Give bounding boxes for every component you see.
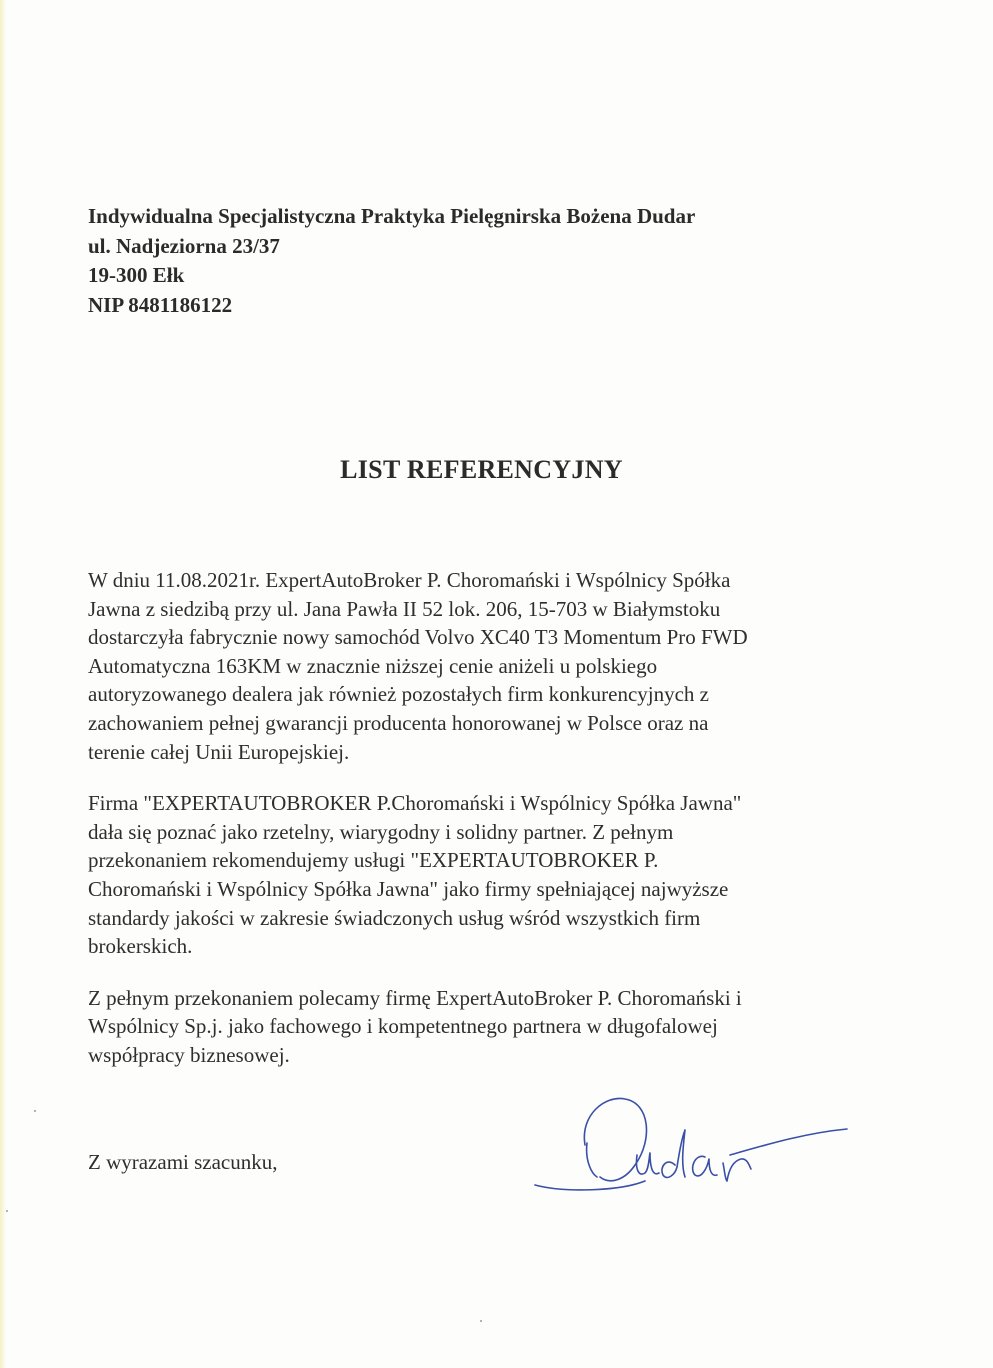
- paragraph-line: dostarczyła fabrycznie nowy samochód Volvo XC40 T3 Momentum Pro FWD: [88, 625, 748, 650]
- paragraph-line: terenie całej Unii Europejskiej.: [88, 739, 350, 764]
- paragraph-line: Choromański i Wspólnicy Spółka Jawna" jako firmy spełniającej najwyższe: [88, 876, 729, 901]
- letter-body: [88, 566, 878, 1093]
- sender-block: [88, 202, 695, 320]
- paragraph-line: Z pełnym przekonaniem polecamy firmę ExpertAutoBroker P. Choromański i: [88, 985, 742, 1010]
- paragraph-line: Jawna z siedzibą przy ul. Jana Pawła II 52 lok. 206, 15-703 w Białymstoku: [88, 596, 721, 621]
- scan-speck: [480, 1320, 482, 1322]
- paragraph-2: [88, 789, 878, 961]
- paragraph-line: W dniu 11.08.2021r. ExpertAutoBroker P. Choromański i Wspólnicy Spółka: [88, 568, 731, 592]
- scan-speck: [6, 1210, 8, 1212]
- paragraph-line: zachowaniem pełnej gwarancji producenta honorowanej w Polsce oraz na: [88, 710, 709, 735]
- paragraph-line: Wspólnicy Sp.j. jako fachowego i kompetentnego partnera w długofalowej: [88, 1014, 718, 1039]
- paragraph-line: Firma "EXPERTAUTOBROKER P.Choromański i Wspólnicy Spółka Jawna": [88, 791, 742, 816]
- paragraph-3: [88, 984, 878, 1070]
- scan-speck: [34, 1110, 36, 1112]
- sender-name: Indywidualna Specjalistyczna Praktyka Pielęgnirska Bożena Dudar: [88, 204, 696, 228]
- document-title: LIST REFERENCYJNY: [340, 455, 623, 484]
- handwritten-signature: [525, 1085, 855, 1205]
- paragraph-1: [88, 566, 878, 766]
- paragraph-line: brokerskich.: [88, 934, 193, 959]
- sender-city: 19-300 Ełk: [88, 263, 185, 287]
- sender-nip: NIP 8481186122: [88, 292, 233, 317]
- paragraph-line: autoryzowanego dealera jak również pozostałych firm konkurencyjnych z: [88, 682, 709, 707]
- sender-street: ul. Nadjeziorna 23/37: [88, 233, 280, 258]
- scan-edge: [0, 0, 6, 1368]
- paragraph-line: współpracy biznesowej.: [88, 1042, 290, 1067]
- paragraph-line: Automatyczna 163KM w znacznie niższej cenie aniżeli u polskiego: [88, 653, 658, 678]
- paragraph-line: dała się poznać jako rzetelny, wiarygodny i solidny partner. Z pełnym: [88, 819, 674, 844]
- paragraph-line: standardy jakości w zakresie świadczonych usług wśród wszystkich firm: [88, 905, 701, 930]
- paragraph-line: przekonaniem rekomendujemy usługi "EXPERTAUTOBROKER P.: [88, 848, 659, 873]
- closing-salutation: Z wyrazami szacunku,: [88, 1150, 278, 1174]
